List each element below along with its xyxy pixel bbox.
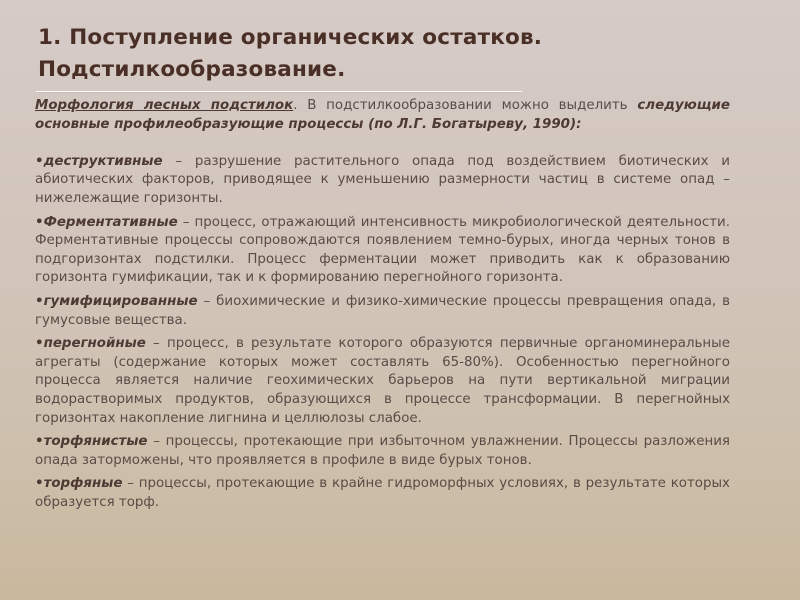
term-peaty: торфянистые	[43, 434, 148, 450]
intro-heading: Морфология лесных подстилок	[35, 98, 294, 113]
title-line-1: 1. Поступление органических остатков.	[38, 25, 543, 50]
list-item-destructive	[35, 153, 730, 209]
list-item-fermentative	[35, 214, 730, 288]
term-humus: перегнойные	[43, 336, 146, 352]
term-destructive: деструктивные	[43, 153, 163, 169]
term-peat: торфяные	[43, 476, 123, 492]
list-item-humus	[35, 335, 730, 428]
item-text: – процесс, в результате которого образуются первичные органоминеральные агрегаты (содержание которых может составлять 65-80%). Особенностью перегнойного процесса является наличие геохимических барьеров на пути вертикальной миграции водорастворимых продуктов, образующихся в процессе трансформации. В перегнойных горизонтах накопление лигнина и целлюлозы слабое.	[35, 336, 730, 426]
item-text: – биохимические и физико-химические процессы превращения опада, в гумусовые вещества.	[35, 293, 730, 328]
bullet: •	[35, 293, 44, 309]
list-item-peaty	[35, 433, 730, 470]
slide-title	[38, 22, 758, 86]
bullet: •	[35, 153, 44, 169]
list-item-humified	[35, 293, 730, 330]
slide-body	[35, 97, 730, 517]
term-humified: гумифицированные	[43, 293, 198, 309]
item-text: – процессы, протекающие в крайне гидроморфных условиях, в результате которых образуется торф.	[35, 476, 730, 510]
intro-emphasis: следующие основные профилеобразующие процессы (по Л.Г. Богатыреву, 1990):	[35, 98, 730, 132]
item-text: – разрушение растительного опада под воздействием биотических и абиотических факторов, приводящее к уменьшению размерности частиц в системе опад – нижележащие горизонты.	[35, 153, 730, 206]
item-text: – процессы, протекающие при избыточном увлажнении. Процессы разложения опада заторможены, что проявляется в профиле в виде бурых тонов.	[35, 434, 730, 468]
bullet: •	[35, 336, 44, 352]
bullet: •	[35, 214, 44, 230]
list-item-peat	[35, 475, 730, 512]
term-fermentative: Ферментативные	[43, 214, 178, 230]
title-line-2: Подстилкообразование.	[38, 57, 346, 82]
bullet: •	[35, 434, 44, 450]
title-divider	[36, 91, 522, 93]
intro-paragraph	[35, 97, 730, 134]
intro-text: . В подстилкообразовании можно выделить	[293, 98, 638, 113]
bullet: •	[35, 476, 44, 492]
item-text: – процесс, отражающий интенсивность микробиологической деятельности. Ферментативные процессы сопровождаются появлением темно-бурых, иногда черных тонов в подгоризонтах подстилки. Процесс ферментации может приводить как к образованию горизонта гумификации, так и к формированию перегнойного горизонта.	[35, 214, 730, 286]
